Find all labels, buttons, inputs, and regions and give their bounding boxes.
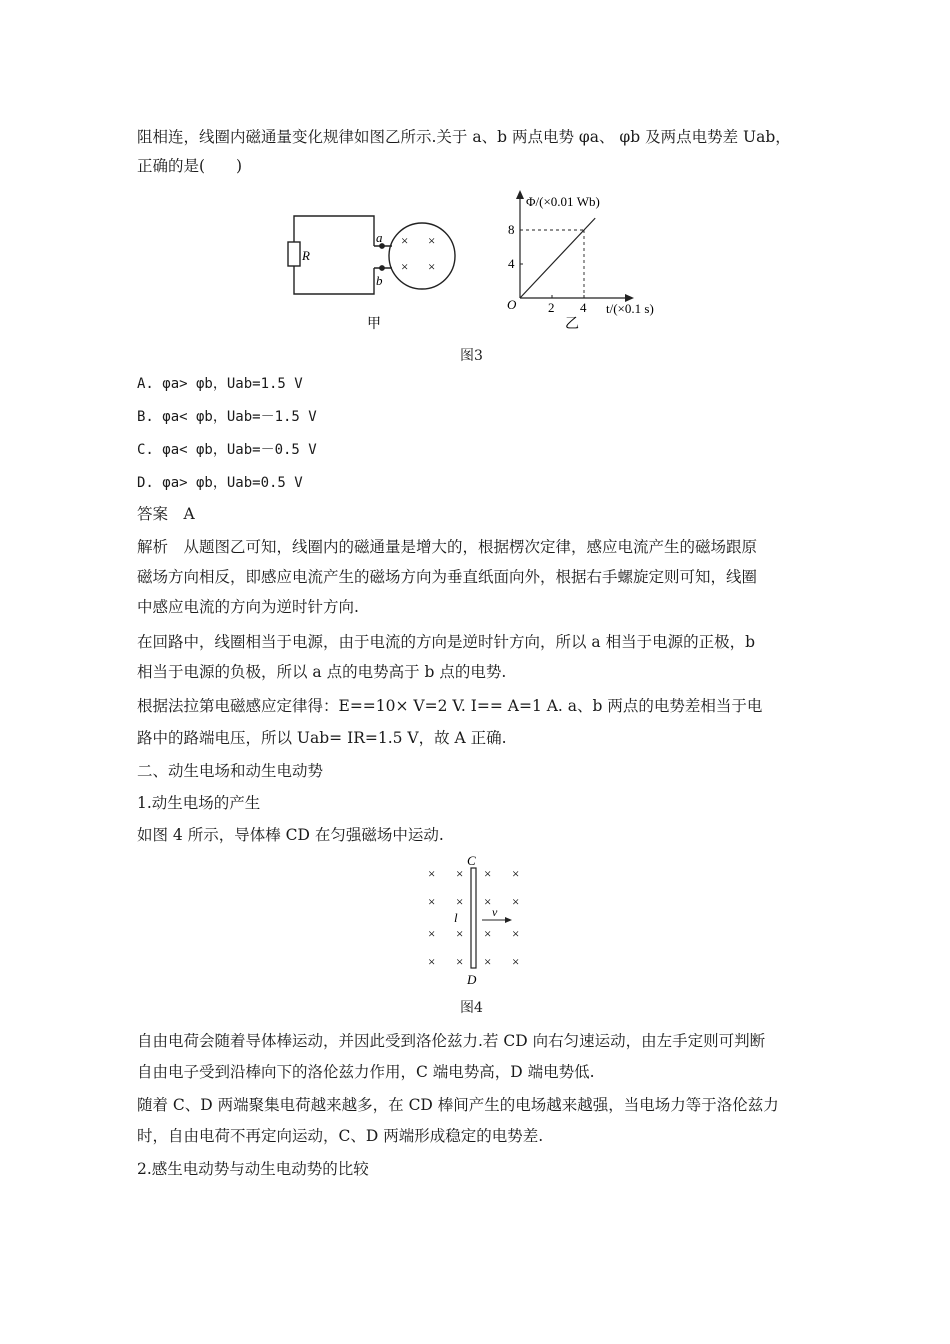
subsection-heading: 1.动生电场的产生 bbox=[137, 794, 261, 812]
flux-graph bbox=[507, 190, 654, 332]
figure-3-caption: 图3 bbox=[460, 348, 483, 364]
analysis-line: 根据法拉第电磁感应定律得：E==10× V=2 V. I== A=1 A. a、b 两点的电势差相当于电 bbox=[137, 697, 763, 715]
field-cross: × bbox=[456, 866, 464, 881]
y-tick-label: 4 bbox=[508, 256, 515, 271]
terminal-a-label: a bbox=[376, 230, 383, 245]
field-cross: × bbox=[484, 894, 492, 909]
option-a: A. φa> φb，Uab=1.5 V bbox=[137, 376, 303, 392]
field-cross: × bbox=[456, 926, 464, 941]
field-cross: × bbox=[428, 894, 436, 909]
field-cross: × bbox=[512, 926, 520, 941]
field-cross: × bbox=[512, 954, 520, 969]
analysis-line: 磁场方向相反，即感应电流产生的磁场方向为垂直纸面向外，根据右手螺旋定则可知，线圈 bbox=[137, 568, 758, 586]
velocity-label: v bbox=[492, 905, 498, 919]
field-cross: × bbox=[428, 954, 436, 969]
analysis-line: 中感应电流的方向为逆时针方向. bbox=[137, 598, 359, 616]
option-c: C. φa< φb，Uab=－0.5 V bbox=[137, 442, 317, 458]
field-cross: × bbox=[428, 926, 436, 941]
answer: 答案 A bbox=[137, 505, 195, 523]
field-cross: × bbox=[484, 954, 492, 969]
coil-cross: × bbox=[401, 233, 409, 248]
terminal-b-label: b bbox=[376, 273, 383, 288]
section-heading: 二、动生电场和动生电动势 bbox=[137, 762, 324, 780]
analysis-line: 路中的路端电压，所以 Uab= IR=1.5 V，故 A 正确. bbox=[137, 729, 507, 747]
circuit-caption: 甲 bbox=[367, 317, 381, 332]
coil-cross: × bbox=[428, 233, 436, 248]
problem-line-1: 阻相连，线圈内磁通量变化规律如图乙所示.关于 a、b 两点电势 φa、 φb 及两点电势差 Uab， bbox=[137, 128, 791, 146]
analysis-line: 在回路中，线圈相当于电源，由于电流的方向是逆时针方向，所以 a 相当于电源的正极，b bbox=[137, 633, 756, 651]
graph-caption: 乙 bbox=[565, 317, 579, 332]
field-cross: × bbox=[484, 926, 492, 941]
coil bbox=[389, 223, 455, 289]
x-axis-label: t/(×0.1 s) bbox=[606, 301, 654, 316]
coil-cross: × bbox=[428, 259, 436, 274]
body-paragraph: 自由电荷会随着导体棒运动，并因此受到洛伦兹力.若 CD 向右匀速运动，由左手定则可判断 bbox=[137, 1032, 766, 1050]
y-tick-label: 8 bbox=[508, 222, 515, 237]
graph-marks bbox=[508, 218, 595, 315]
conductor-rod bbox=[471, 868, 476, 968]
body-paragraph: 自由电子受到沿棒向下的洛伦兹力作用，C 端电势高，D 端电势低. bbox=[137, 1063, 595, 1081]
x-tick-label: 2 bbox=[548, 300, 555, 315]
option-b: B. φa< φb，Uab=－1.5 V bbox=[137, 409, 317, 425]
origin-label: O bbox=[507, 297, 517, 312]
figure-3 bbox=[270, 186, 690, 346]
rod-label-c: C bbox=[467, 853, 476, 868]
terminal-b-dot bbox=[380, 266, 384, 270]
field-cross: × bbox=[456, 954, 464, 969]
y-axis-arrow bbox=[516, 190, 524, 199]
length-label: l bbox=[454, 910, 458, 925]
velocity-arrowhead bbox=[505, 917, 512, 923]
problem-line-2: 正确的是( ) bbox=[137, 157, 243, 175]
resistor-label: R bbox=[302, 248, 310, 263]
field-cross: × bbox=[428, 866, 436, 881]
x-tick-label: 4 bbox=[580, 300, 587, 315]
field-cross: × bbox=[512, 894, 520, 909]
figure-4 bbox=[420, 850, 540, 990]
field-cross: × bbox=[456, 894, 464, 909]
resistor bbox=[288, 242, 300, 266]
analysis-line: 相当于电源的负极，所以 a 点的电势高于 b 点的电势. bbox=[137, 663, 507, 681]
figure-4-caption: 图4 bbox=[460, 1000, 483, 1016]
y-axis-label: Φ/(×0.01 Wb) bbox=[526, 194, 600, 209]
coil-cross: × bbox=[401, 259, 409, 274]
circuit-diagram bbox=[288, 216, 455, 294]
rod-label-d: D bbox=[467, 972, 477, 987]
body-paragraph: 2.感生电动势与动生电动势的比较 bbox=[137, 1160, 369, 1178]
figure-4-intro: 如图 4 所示，导体棒 CD 在匀强磁场中运动. bbox=[137, 826, 444, 844]
body-paragraph: 时，自由电荷不再定向运动，C、D 两端形成稳定的电势差. bbox=[137, 1127, 544, 1145]
analysis-line: 解析 从题图乙可知，线圈内的磁通量是增大的，根据楞次定律，感应电流产生的磁场跟原 bbox=[137, 538, 758, 556]
option-d: D. φa> φb，Uab=0.5 V bbox=[137, 475, 303, 491]
field-cross: × bbox=[512, 866, 520, 881]
body-paragraph: 随着 C、D 两端聚集电荷越来越多，在 CD 棒间产生的电场越来越强，当电场力等于洛伦兹力 bbox=[137, 1096, 779, 1114]
field-cross: × bbox=[484, 866, 492, 881]
